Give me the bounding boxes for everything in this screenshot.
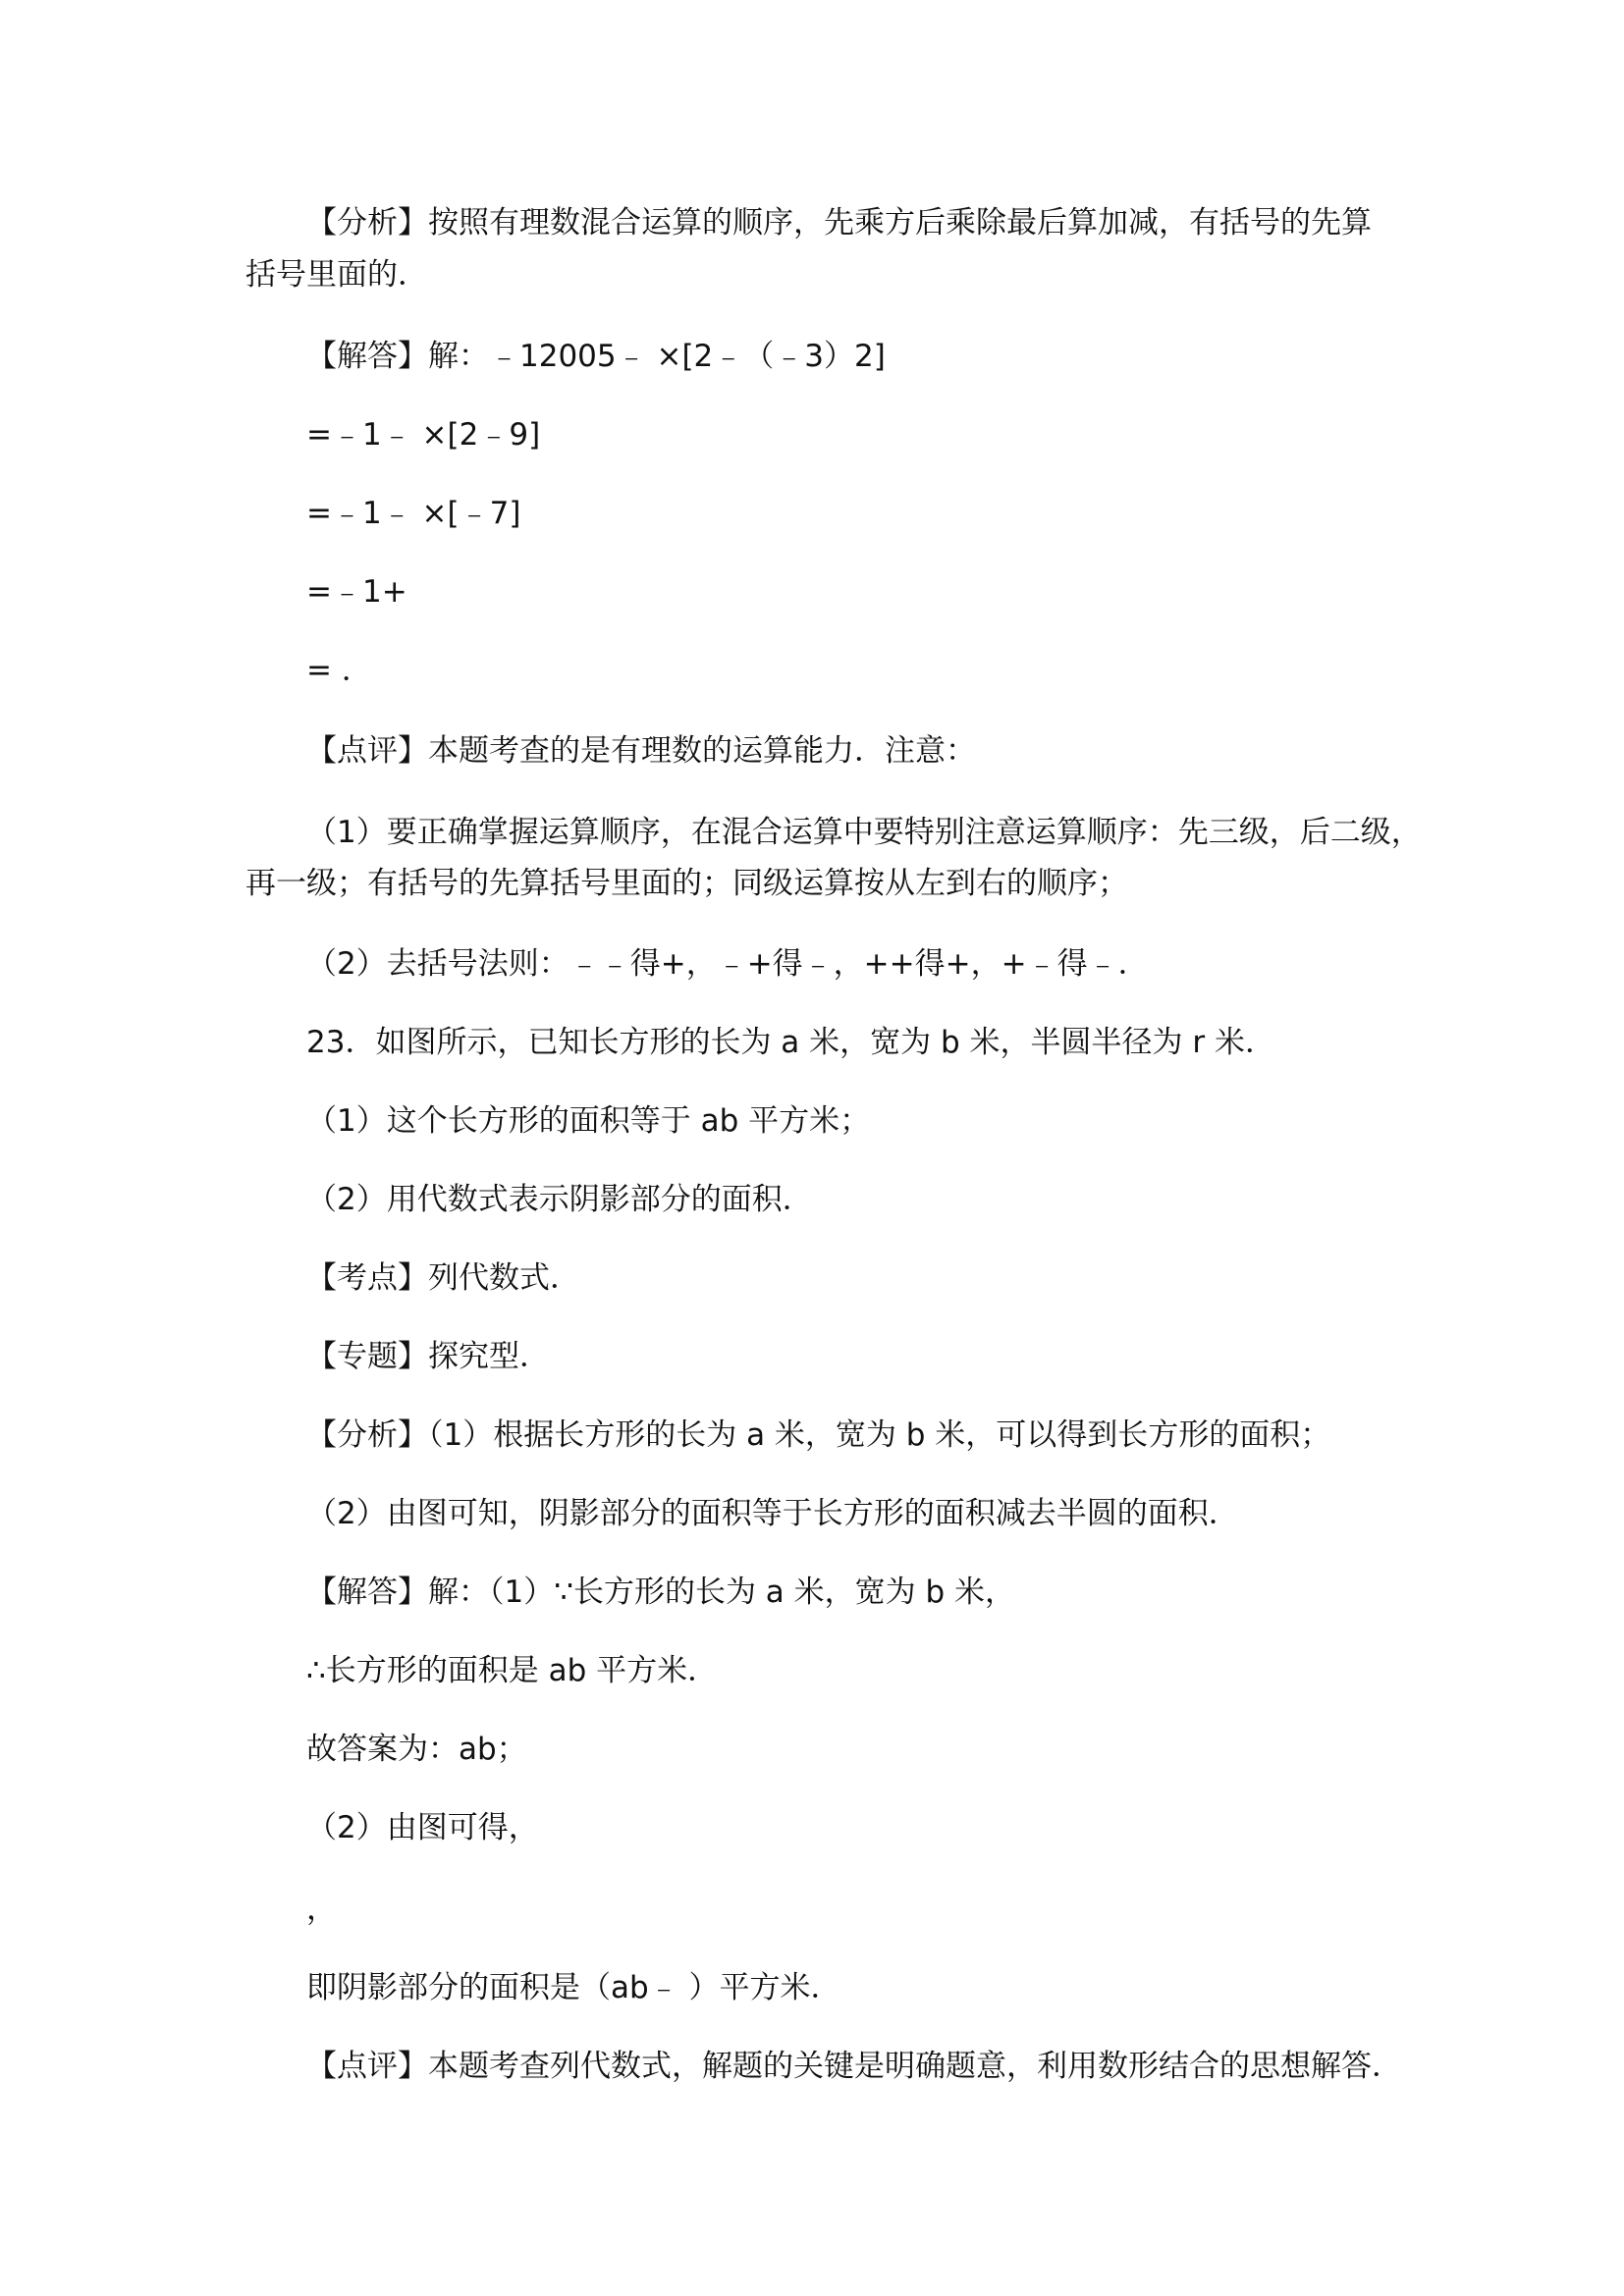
analysis-part-2: （2）由图可知，阴影部分的面积等于长方形的面积减去半圆的面积． xyxy=(306,1496,1239,1531)
question-23-part-2: （2）用代数式表示阴影部分的面积． xyxy=(306,1182,813,1217)
solution-line-3: =﹣1﹣ ×[﹣7] xyxy=(306,496,521,531)
knowledge-point: 【考点】列代数式． xyxy=(306,1260,580,1296)
answer-part-1-line-2: ∴长方形的面积是 ab 平方米． xyxy=(306,1653,719,1688)
topic-type: 【专题】探究型． xyxy=(306,1339,550,1374)
comment-heading: 【点评】本题考查的是有理数的运算能力．注意： xyxy=(306,733,976,769)
analysis-part-1: 【分析】（1）根据长方形的长为 a 米，宽为 b 米，可以得到长方形的面积； xyxy=(306,1417,1331,1453)
answer-part-2-line-2: ， xyxy=(306,1892,337,1927)
solution-line-2: =﹣1﹣ ×[2﹣9] xyxy=(306,417,541,453)
solution-line-1: 【解答】解：﹣12005﹣ ×[2﹣（﹣3）2] xyxy=(306,339,886,374)
question-23-part-1: （1）这个长方形的面积等于 ab 平方米； xyxy=(306,1103,871,1139)
analysis-line-2: 括号里面的． xyxy=(245,257,428,293)
final-comment: 【点评】本题考查列代数式，解题的关键是明确题意，利用数形结合的思想解答． xyxy=(306,2049,1402,2084)
answer-part-2-line-1: （2）由图可得， xyxy=(306,1810,539,1845)
question-23-stem: 23．如图所示，已知长方形的长为 a 米，宽为 b 米，半圆半径为 r 米． xyxy=(306,1025,1275,1060)
answer-part-1-line-3: 故答案为：ab； xyxy=(306,1732,527,1767)
comment-point-1-line-1: （1）要正确掌握运算顺序，在混合运算中要特别注意运算顺序：先三级，后二级， xyxy=(306,815,1422,850)
solution-line-5: = ． xyxy=(306,653,372,688)
comment-point-1-line-2: 再一级；有括号的先算括号里面的；同级运算按从左到右的顺序； xyxy=(245,866,1128,901)
comment-point-2: （2）去括号法则：﹣﹣得+，﹣+得﹣，++得+，+﹣得﹣． xyxy=(306,946,1149,982)
answer-part-1-line-1: 【解答】解：（1）∵长方形的长为 a 米，宽为 b 米， xyxy=(306,1575,1016,1610)
analysis-line-1: 【分析】按照有理数混合运算的顺序，先乘方后乘除最后算加减，有括号的先算 xyxy=(306,205,1372,240)
solution-line-4: =﹣1+ xyxy=(306,574,407,610)
answer-part-2-line-3: 即阴影部分的面积是（ab﹣ ）平方米． xyxy=(306,1970,841,2005)
